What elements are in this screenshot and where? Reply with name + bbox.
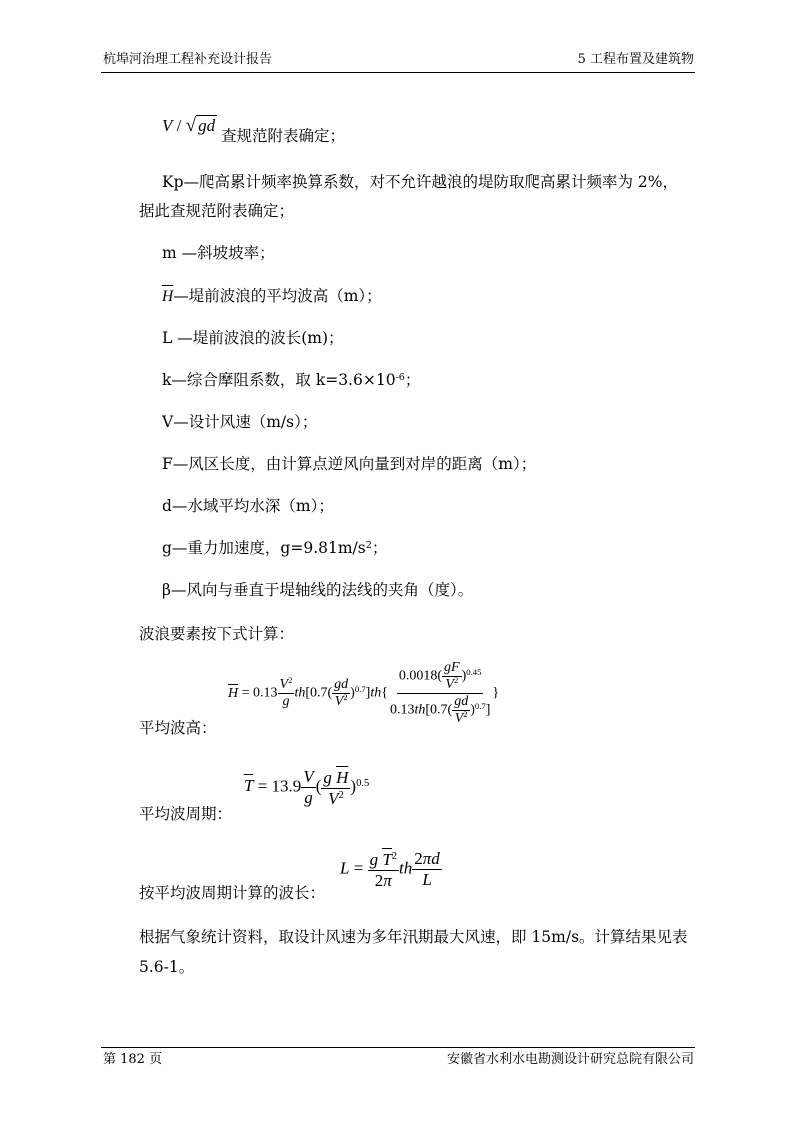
kp-definition-cont: 据此查规范附表确定；	[139, 202, 295, 220]
conclusion-cont: 5.6-1。	[139, 958, 195, 976]
formula-wave-length: L = $\frac{g T^2}{2\pi}$ th $\frac{2\pi d}{L}$	[340, 849, 440, 890]
d-definition: d—水域平均水深（m）；	[162, 497, 334, 515]
page-number: 第 182 页	[103, 1052, 163, 1067]
header-rule	[101, 72, 695, 73]
k-definition: k—综合摩阻系数，取 $k=3.6\times 10^{-6}$；	[162, 371, 421, 389]
header-section: 5 工程布置及建筑物	[577, 52, 694, 67]
beta-definition: β—风向与垂直于堤轴线的法线的夹角（度）。	[162, 581, 474, 599]
calc-intro: 波浪要素按下式计算：	[139, 625, 295, 643]
label-wave-height: 平均波高：	[139, 719, 217, 737]
g-definition: g—重力加速度，$g=9.81m/s^2$；	[162, 539, 388, 557]
l-definition: L —堤前波浪的波长(m)；	[162, 329, 344, 347]
m-definition: m —斜坡坡率；	[162, 244, 275, 262]
f-definition: F—风区长度，由计算点逆风向量到对岸的距离（m）；	[162, 455, 537, 473]
v-definition: V—设计风速（m/s）；	[162, 413, 318, 431]
footer-organization: 安徽省水利水电勘测设计研究总院有限公司	[446, 1052, 694, 1067]
conclusion: 根据气象统计资料，取设计风速为多年汛期最大风速，即 15m/s。计算结果见表	[139, 928, 688, 946]
ratio-note: 查规范附表确定；	[221, 127, 346, 145]
h-bar-symbol: H	[162, 285, 173, 307]
kp-definition: Kp—爬高累计频率换算系数，对不允许越浪的堤防取爬高累计频率为 2%，	[162, 173, 679, 191]
ratio-v-sqrt-gd: V / √ gd	[162, 115, 216, 136]
label-wave-length: 按平均波周期计算的波长：	[139, 884, 326, 902]
footer-rule	[101, 1047, 695, 1048]
formula-wave-period: T = 13.9 $\frac{V}{g}$ ( $\frac{\text{g H}}{V^2}$ )$^{0.5}$	[244, 767, 370, 808]
formula-wave-height: H = 0.13 $\frac{V^2}{g}$ th[0.7( $\frac{gd}{V^2}$ )$^{0.7}$]th{ 0.0018( $\frac{gF}{V^2}$ )$^{0.45}$ 0.13th[0.7( $\frac{gd}{V^2}$ )$^{0.7}$] }	[228, 660, 500, 726]
header-title: 杭埠河治理工程补充设计报告	[103, 52, 273, 67]
h-definition: H—堤前波浪的平均波高（m）；	[162, 287, 382, 305]
label-wave-period: 平均波周期：	[139, 805, 233, 823]
